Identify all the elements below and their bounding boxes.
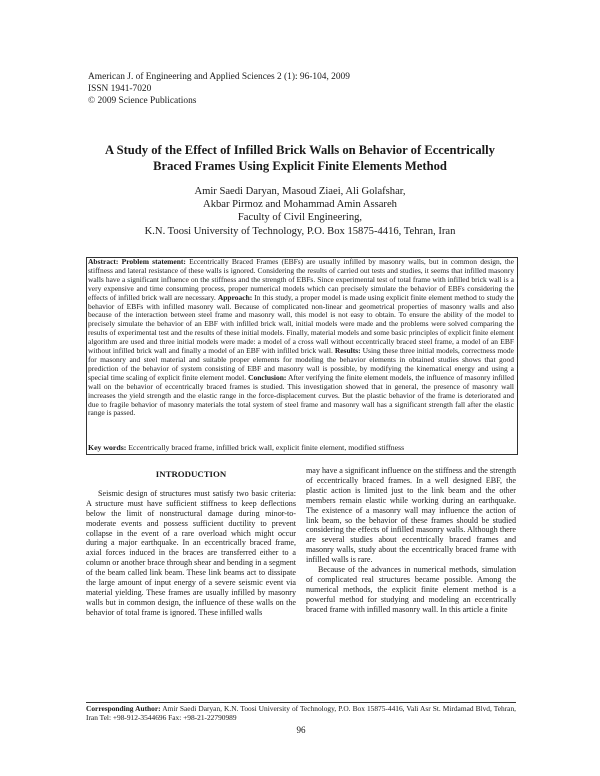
approach-text: In this study, a proper model is made using explicit finite element method to study the behavior of EBFs with infilled masonry wall. Because of complicated non-linear and geometrical properties of masonry walls and also because of the interaction between steel frame and masonry wall, this model is not easy to obtain. To ensure the ability of the model to precisely simulate the behavior of an EBF with infilled brick wall, initial models were made and the problems were solved comparing the results of experimental test and the results of these initial models. Finally, material models and some basic principles of explicit finite element algorithm are used and three initial models were made: a model of a cross wall without eccentrically braced steel frame, a model of an EBF without infilled brick wall and finally a model of an EBF with infilled brick wall. [88,292,515,356]
right-column [306,466,516,615]
page-number: 96 [296,725,306,735]
intro-paragraph-2: Because of the advances in numerical methods, simulation of complicated real structures became possible. Among the numerical methods, the explicit finite element method is a powerful method for studying and modeling an eccentrically braced frame with infilled masonry wall. In this article a finite [306,565,516,614]
keywords-text: Eccentrically braced frame, infilled brick wall, explicit finite element, modified stiffness [128,443,405,452]
abstract [88,258,514,418]
paper-title: A Study of the Effect of Infilled Brick Walls on Behavior of Eccentrically Braced Frames Using Explicit Finite Elements Method [105,143,495,173]
copyright: © 2009 Science Publications [88,96,197,106]
keywords [88,443,514,452]
department: Faculty of Civil Engineering, [237,212,363,224]
authors-line-1: Amir Saedi Daryan, Masoud Ziaei, Ali Golafshar, [194,186,406,197]
approach-label: Approach: [217,292,253,302]
authors-line-2: Akbar Pirmoz and Mohammad Amin Assareh [203,199,397,211]
results-label: Results: [334,346,361,356]
conclusion-label: Conclusion: [248,372,287,382]
affiliation: K.N. Toosi University of Technology, P.O. Box 15875-4416, Tehran, Iran [144,225,456,237]
footnote-rule [86,702,516,703]
left-column [86,466,296,618]
footnote-text: Amir Saedi Daryan, K.N. Toosi University of Technology, P.O. Box 15875-4416, Vali Asr St. Mirdamad Blvd, Tehran, Iran Tel: +98-912-3544696 Fax: +98-21-22790989 [86,704,516,722]
keywords-label: Key words: [88,443,127,452]
section-heading-introduction: INTRODUCTION [155,469,227,479]
journal-header [88,71,350,107]
results-text: Using these three initial models, correctness mode for masonry and steel material and suitable proper elements for modeling the behavior elements in obtained studies shows that good prediction of the behavior of system consisting of EBF and masonry wall is possible, by modifying the kinematical energy and using a special time scaling of explicit finite element model. [88,346,515,382]
problem-text: Eccentrically Braced Frames (EBFs) are usually infilled by masonry walls, but in common design, the stiffness and lateral resistance of these walls is ignored. Considering the results of carried out tests and studies, it seems that infilled masonry walls have a significant influence on the stiffness and the strength of EBFs. Since experimental test of total frame with infilled brick wall is a very expensive and time consuming process, proper numerical models which can precisely simulate the behavior of EBFs considering the effects of infilled brick wall are necessary. [88,257,515,302]
issn: ISSN 1941-7020 [88,84,152,94]
conclusion-text: After verifying the finite element models, the influence of masonry infilled wall on the behavior of eccentrically braced frames is studied. This investigation showed that in general, the presence of masonry wall increases the yield strength and the elastic range in the force-displacement curves. But the plastic behavior of the frame is deteriorated and due to fragile behavior of masonry materials the total system of steel frame and masonry wall has a significant strength fall after the elastic range is passed. [88,372,515,418]
intro-paragraph-continued: may have a significant influence on the stiffness and the strength of eccentrically braced frames. In a well designed EBF, the plastic action is limited just to the link beam and the other members remain elastic while working during an earthquake. The existence of a masonry wall may influence the action of link beam, so the behavior of these frames should be studied considering the effects of infilled masonry walls. Although there are several studies about eccentrically braced frames and masonry walls, study about the eccentrically braced frame with infilled walls is rare. [306,466,516,565]
journal-citation: American J. of Engineering and Applied Sciences 2 (1): 96-104, 2009 [88,72,350,82]
corresponding-author-footnote [86,704,516,722]
abstract-label: Abstract: [88,257,119,266]
intro-paragraph-1: Seismic design of structures must satisfy two basic criteria: A structure must have sufficient stiffness to keep deflections below the limit of nonstructural damage during minor-to-moderate events and possess sufficient ductility to prevent collapse in the event of a rare overload which might occur during a major earthquake. In an eccentrically braced frame, axial forces induced in the braces are transferred either to a column or another brace through shear and bending in a segment of the beam called link beam. These link beams act to dissipate the large amount of input energy of a severe seismic event via material yielding. These frames are usually infilled by masonry walls but in common design, the influence of these walls on the behavior of total frame is ignored. These infilled walls [86,488,296,617]
problem-label: Problem statement: [121,257,186,266]
footnote-label: Corresponding Author: [86,704,161,713]
author-block [100,185,500,238]
